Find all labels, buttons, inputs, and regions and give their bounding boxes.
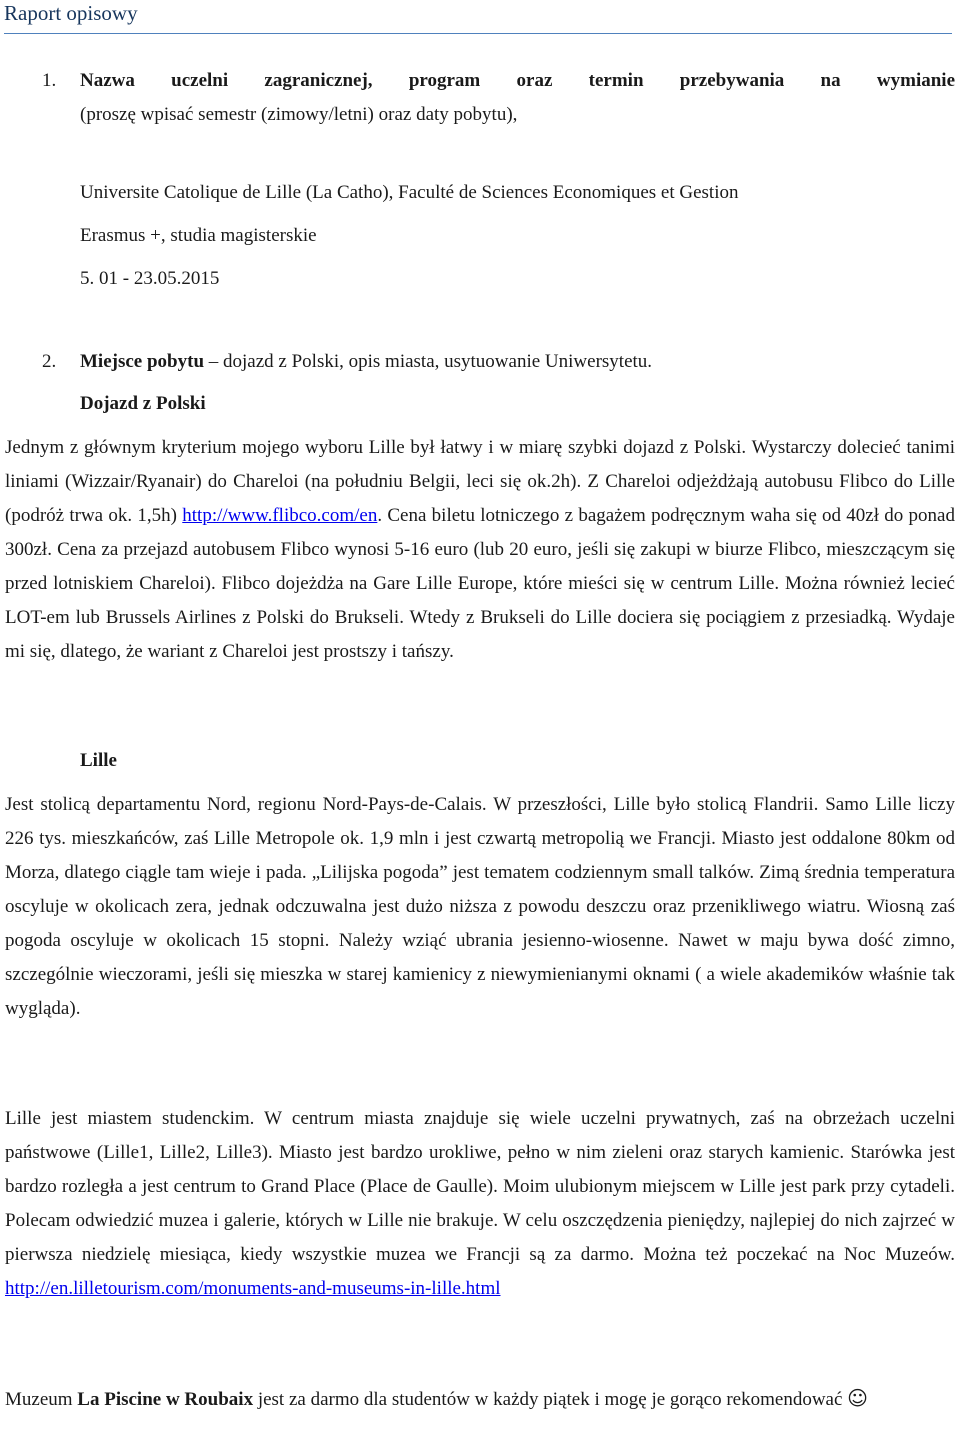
section-2-number: 2.: [42, 351, 57, 372]
dojazd-paragraph: Jednym z głównym kryterium mojego wyboru Lille był łatwy i w miarę szybki dojazd z Polski. Wystarczy dolecieć tanimi liniami (Wizzair/Ryanair) do Chareloi (na południu Belgii, leci się ok.2h). Z Chareloi odjeżdżają autobusu Flibco do Lille (podróż trwa ok. 1,5h) http://www.flibco.com/en. Cena biletu lotniczego z bagażem podręcznym waha się od 40zł do ponad 300zł. Cena za przejazd autobusem Flibco wynosi 5-16 euro (lub 20 euro, jeśli się zakupi w biurze Flibco, mieszczącym się przed lotniskiem Chareloi). Flibco dojeżdża na Gare Lille Europe, które mieści się w centrum Lille. Można również lecieć LOT-em lub Brussels Airlines z Polski do Brukseli. Wtedy z Brukseli do Lille dociera się pociągiem z przesiadką. Wydaje mi się, dlatego, że wariant z Chareloi jest prostszy i tańszy.: [5, 437, 955, 662]
lille-paragraph-3: Muzeum La Piscine w Roubaix jest za darmo dla studentów w każdy piątek i mogę je gorąco rekomendować ☺: [5, 1386, 869, 1410]
lille-heading: Lille: [80, 750, 117, 771]
flibco-link[interactable]: http://www.flibco.com/en: [182, 505, 378, 526]
lille-paragraph-2: Lille jest miastem studenckim. W centrum miasta znajduje się wiele uczelni prywatnych, zaś na obrzeżach uczelni państwowe (Lille1, Lille2, Lille3). Miasto jest bardzo urokliwe, pełno w nim zieleni oraz starych kamienic. Starówka jest bardzo rozległa a jest centrum to Grand Place (Place de Gaulle). Moim ulubionym miejscem w Lille jest park przy cytadeli. Polecam odwiedzić muzea i galerie, których w Lille nie brakuje. W celu oszczędzenia pieniędzy, najlepiej do nich zajrzeć w pierwsza niedzielę miesiąca, kiedy wszystkie muzea we Francji są za darmo. Można też poczekać na Noc Muzeów. http://en.lilletourism.com/monuments-and-museums-in-lille.html: [5, 1108, 955, 1299]
exchange-dates: 5. 01 - 23.05.2015: [80, 268, 220, 289]
section-2-title: Miejsce pobytu – dojazd z Polski, opis miasta, usytuowanie Uniwersytetu.: [80, 351, 653, 372]
university-name: Universite Catolique de Lille (La Catho), Faculté de Sciences Economiques et Gestion: [80, 182, 739, 203]
section-1-title-line1: Nazwa uczelni zagranicznej, program oraz termin przebywania na wymianie: [80, 70, 955, 91]
section-1-title-line2: (proszę wpisać semestr (zimowy/letni) oraz daty pobytu),: [80, 104, 518, 125]
exchange-program: Erasmus +, studia magisterskie: [80, 225, 317, 246]
lille-paragraph-1: Jest stolicą departamentu Nord, regionu Nord-Pays-de-Calais. W przeszłości, Lille było stolicą Flandrii. Samo Lille liczy 226 tys. mieszkańców, zaś Lille Metropole ok. 1,9 mln i jest czwartą metropolią we Francji. Miasto jest oddalone 80km od Morza, dlatego ciągle tam wieje i pada. „Lilijska pogoda” jest tematem codziennym small talków. Zimą średnia temperatura oscyluje w okolicach zera, jednak odczuwalna jest dużo niższa z powodu deszczu oraz przenikliwego wiatru. Wiosną zaś pogoda oscyluje w okolicach 15 stopni. Należy wziąć ubrania jesienno-wiosenne. Nawet w maju bywa dość zimno, szczególnie wieczorami, jeśli się mieszka w starej kamienicy z niewymienianymi oknami ( a wiele akademików właśnie tak wygląda).: [5, 794, 955, 1019]
dojazd-heading: Dojazd z Polski: [80, 393, 206, 414]
section-1-number: 1.: [42, 70, 57, 91]
report-title: Raport opisowy: [4, 1, 138, 25]
lilletourism-link[interactable]: http://en.lilletourism.com/monuments-and-museums-in-lille.html: [5, 1278, 501, 1299]
document-header: [4, 0, 952, 34]
smiley-icon: ☺: [847, 1386, 869, 1410]
